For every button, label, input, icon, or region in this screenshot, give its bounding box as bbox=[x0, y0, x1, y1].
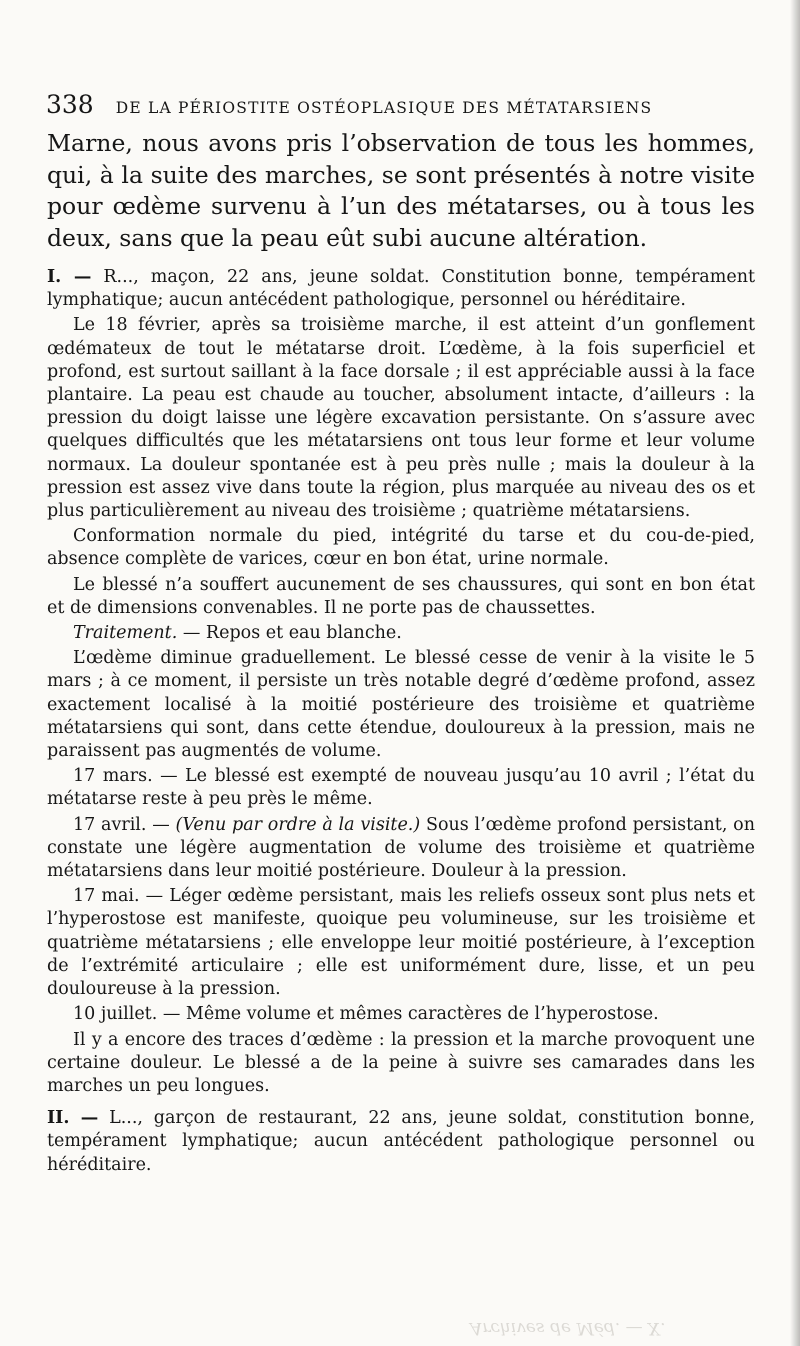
treatment-label: Traitement. bbox=[73, 623, 178, 644]
observation-paragraph: L’œdème diminue graduellement. Le blessé cesse de venir à la visite le 5 mars ; à ce moment, il persiste un très notable degré d’œdème profond, assez exactement localisé à la moitié postérieure des troisième et quatrième métatarsiens qui sont, dans cette étendue, douloureux à la pression, mais ne paraissent pas augmentés de volume. bbox=[47, 648, 755, 762]
observation-paragraph: Le 18 février, après sa troisième marche, il est atteint d’un gonflement œdémateux de tout le métatarse droit. L’œdème, à la fois superficiel et profond, est surtout saillant à la face dorsale ; il est appréciable aussi à la face plantaire. La peau est chaude au toucher, absolument intacte, d’ailleurs : la pression du doigt laisse une légère excavation persistante. On s’assure avec quelques difficultés que les métatarsiens ont tous leur forme et leur volume normaux. La douleur spontanée est à peu près nulle ; mais la douleur à la pression est assez vive dans toute la région, plus marquée au niveau des os et plus particulièrement au niveau des troisième ; quatrième métatarsiens. bbox=[47, 315, 755, 522]
page-edge-shadow bbox=[790, 0, 800, 1346]
case-2-paragraph bbox=[47, 1107, 755, 1177]
observation-paragraph: Conformation normale du pied, intégrité du tarse et du cou-de-pied, absence complète de varices, cœur en bon état, urine normale. bbox=[47, 526, 755, 570]
running-title: DE LA PÉRIOSTITE OSTÉOPLASIQUE DES MÉTATARSIENS bbox=[115, 99, 653, 117]
case-1-text: R..., maçon, 22 ans, jeune soldat. Constitution bonne, tempérament lymphatique; aucun antécédent pathologique, personnel ou héréditaire. bbox=[47, 267, 755, 311]
case-2-label: II. — bbox=[47, 1108, 99, 1129]
case-2-text: L..., garçon de restaurant, 22 ans, jeune soldat, constitution bonne, tempérament lymphatique; aucun antécédent pathologique personnel ou héréditaire. bbox=[47, 1108, 755, 1175]
observation-paragraph: Le blessé n’a souffert aucunement de ses chaussures, qui sont en bon état et de dimensions convenables. Il ne porte pas de chaussettes. bbox=[47, 574, 755, 618]
observation-paragraph: 17 mars. — Le blessé est exempté de nouveau jusqu’au 10 avril ; l’état du métatarse reste à peu près le même. bbox=[47, 766, 755, 810]
observation-paragraph: 17 mai. — Léger œdème persistant, mais les reliefs osseux sont plus nets et l’hyperostose est manifeste, quoique peu volumineuse, sur les troisième et quatrième métatarsiens ; elle enveloppe leur moitié postérieure, à l’exception de l’extrémité articulaire ; elle est uniformément dure, lisse, et un peu douloureuse à la pression. bbox=[47, 886, 755, 1000]
treatment-text: — Repos et eau blanche. bbox=[182, 623, 402, 644]
april-note: (Venu par ordre à la visite.) bbox=[175, 814, 421, 835]
april-paragraph bbox=[47, 814, 755, 884]
case-1-label: I. — bbox=[47, 267, 92, 287]
april-text: Sous l’œdème profond persistant, on constate une légère augmentation de volume des troisième et quatrième métatarsiens dans leur moitié postérieure. Douleur à la pression. bbox=[47, 814, 755, 882]
april-date: 17 avril. — bbox=[73, 814, 170, 835]
case-1-paragraph bbox=[47, 266, 755, 312]
observation-paragraph: Il y a encore des traces d’œdème : la pression et la marche provoquent une certaine douleur. Le blessé a de la peine à suivre ses camarades dans les marches un peu longues. bbox=[47, 1029, 755, 1096]
page-number: 338 bbox=[46, 90, 94, 119]
page-body bbox=[47, 128, 755, 1179]
intro-paragraph: Marne, nous avons pris l’observation de tous les hommes, qui, à la suite des marches, se sont présentés à notre visite pour œdème survenu à l’un des métatarses, ou à tous les deux, sans que la peau eût subi aucune altération. bbox=[47, 129, 755, 252]
show-through-footer: Archives de Méd. — X. bbox=[470, 1318, 666, 1338]
treatment-paragraph bbox=[47, 622, 755, 645]
running-head bbox=[46, 90, 746, 119]
observation-paragraph: 10 juillet. — Même volume et mêmes caractères de l’hyperostose. bbox=[73, 1004, 659, 1025]
